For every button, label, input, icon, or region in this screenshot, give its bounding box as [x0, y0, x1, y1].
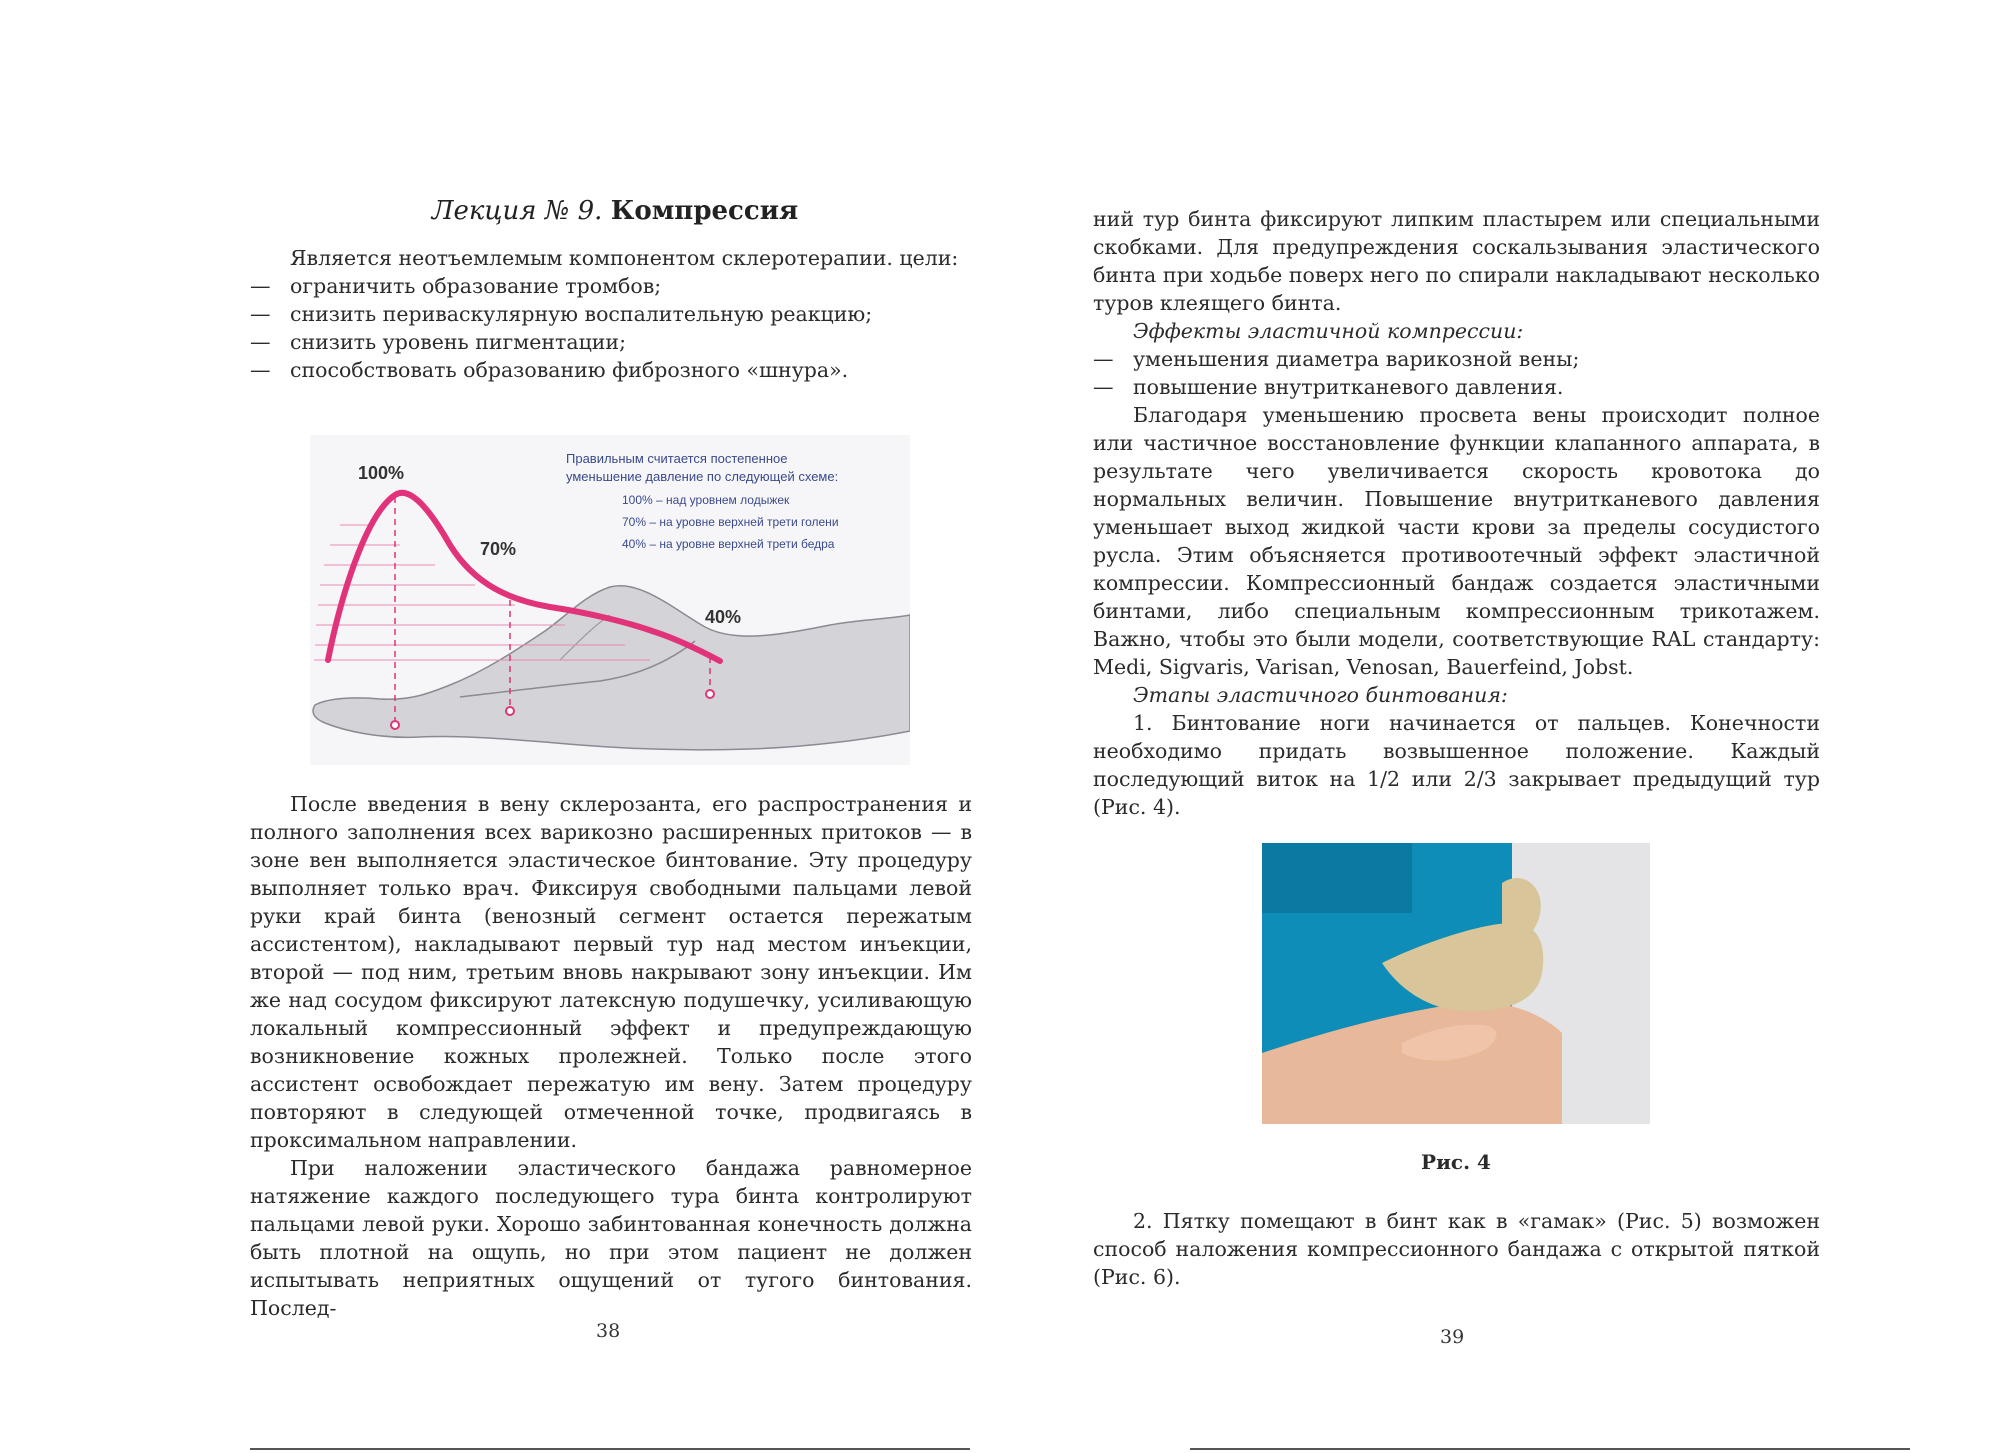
- figure-caption: Рис. 4: [1421, 1150, 1491, 1174]
- figure-caption-line: уменьшение давление по следующей схеме:: [566, 469, 839, 484]
- continuation-paragraph: ний тур бинта фиксируют липким пластырем или специальными скобками. Для предупреждения соскальзывания эластического бинта при ходьбе поверх него по спирали накладывают несколько туров клеящего бинта.: [1093, 207, 1820, 315]
- bottom-rule: [250, 1448, 970, 1450]
- bandaging-photo: [1262, 843, 1650, 1124]
- right-bottom-text: [1093, 1207, 1820, 1291]
- list-item: — уменьшения диаметра варикозной вены;: [1093, 347, 1580, 371]
- list-item: — способствовать образованию фиброзного «шнура».: [250, 358, 849, 382]
- right-top-text: [1093, 205, 1820, 821]
- figure-legend-item: 100% – над уровнем лодыжек: [622, 493, 790, 507]
- left-body-text: [250, 790, 972, 1322]
- label-100: 100%: [358, 463, 405, 483]
- list-item: — повышение внутритканевого давления.: [1093, 375, 1564, 399]
- figure-legend-item: 40% – на уровне верхней трети бедра: [622, 537, 835, 551]
- step-paragraph: 2. Пятку помещают в бинт как в «гамак» (Рис. 5) возможен способ наложения компрессионного бандажа с открытой пяткой (Рис. 6).: [1093, 1209, 1820, 1289]
- body-paragraph: При наложении эластического бандажа равномерное натяжение каждого последующего тура бинта контролируют пальцами левой руки. Хорошо забинтованная конечность должна быть плотной на ощупь, но при этом пациент не должен испытывать неприятных ощущений от тугого бинтования. Послед-: [250, 1156, 972, 1320]
- list-item: — ограничить образование тромбов;: [250, 274, 662, 298]
- step-paragraph: 1. Бинтование ноги начинается от пальцев. Конечности необходимо придать возвышенное положение. Каждый последующий виток на 1/2 или 2/3 закрывает предыдущий тур (Рис. 4).: [1093, 711, 1820, 819]
- figure-legend-item: 70% – на уровне верхней трети голени: [622, 515, 839, 529]
- intro-block: [250, 244, 970, 384]
- effects-list: [1093, 345, 1820, 401]
- effects-heading: Эффекты эластичной компрессии:: [1133, 319, 1524, 343]
- list-item: — снизить уровень пигментации;: [250, 330, 626, 354]
- lecture-title: [250, 196, 980, 226]
- goals-list: [250, 272, 970, 384]
- page-number: 38: [596, 1320, 621, 1342]
- compression-figure: [310, 435, 910, 765]
- figure-caption-line: Правильным считается постепенное: [566, 451, 788, 466]
- page-number: 39: [1440, 1326, 1465, 1348]
- bottom-rule: [1190, 1448, 1910, 1450]
- title-topic: Компрессия: [610, 196, 799, 226]
- label-40: 40%: [705, 607, 742, 627]
- list-item: — снизить периваскулярную воспалительную реакцию;: [250, 302, 873, 326]
- body-paragraph: После введения в вену склерозанта, его распространения и полного заполнения всех варикозно расширенных притоков — в зоне вен выполняется эластическое бинтование. Эту процедуру выполняет только врач. Фиксируя свободными пальцами левой руки край бинта (венозный сегмент остается пережатым ассистентом), накладывают первый тур над местом инъекции, второй — под ним, третьим вновь накрывают зону инъекции. Им же над сосудом фиксируют латексную подушечку, усиливающую локальный компрессионный эффект и предупреждающую возникновение кожных пролежней. Только после этого ассистент освобождает пережатую им вену. Затем процедуру повторяют в следующей отмеченной точке, продвигаясь в проксимальном направлении.: [250, 792, 972, 1152]
- label-70: 70%: [480, 539, 517, 559]
- stages-heading: Этапы эластичного бинтования:: [1133, 683, 1508, 707]
- intro-text: Является неотъемлемым компонентом склеротерапии. цели:: [290, 246, 959, 270]
- title-number: Лекция № 9.: [431, 196, 603, 226]
- body-paragraph: Благодаря уменьшению просвета вены происходит полное или частичное восстановление функции клапанного аппарата, в результате чего увеличивается скорость кровотока до нормальных величин. Повышение внутритканевого давления уменьшает выход жидкой части крови за пределы сосудистого русла. Этим объясняется противоотечный эффект эластичной компрессии. Компрессионный бандаж создается эластичными бинтами, либо специальным компрессионным трикотажем. Важно, чтобы это были модели, соответствующие RAL стандарту: Medi, Sigvaris, Varisan, Venosan, Bauerfeind, Jobst.: [1093, 403, 1820, 679]
